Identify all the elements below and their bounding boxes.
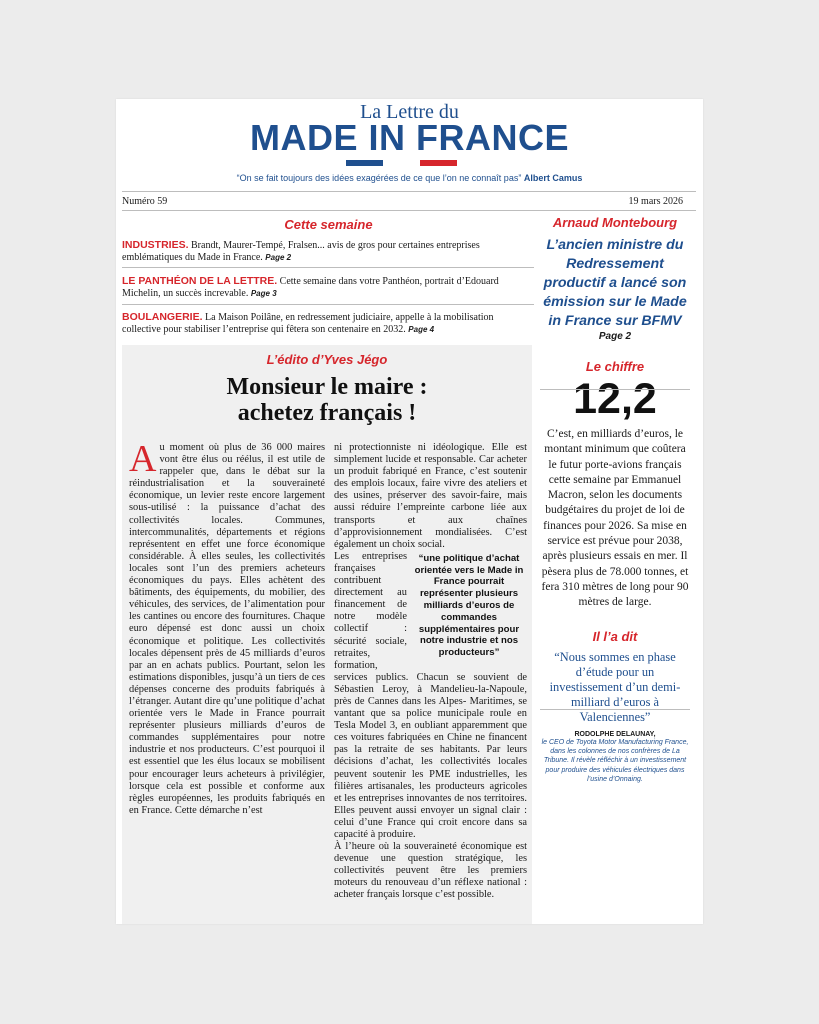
editorial-box xyxy=(122,345,532,924)
featured-quote: “Nous sommes en phase d’étude pour un investissement d’un demi-milliard d’euros à Valenciennes” xyxy=(549,649,681,725)
brief-text: La Maison Poilâne, en redressement judiciaire, appelle à la mobilisation collective pour stabiliser l’entreprise qui fêtera son centenaire en 2032. xyxy=(122,312,494,335)
flag-bars xyxy=(116,160,703,166)
section-heading-cette-semaine: Cette semaine xyxy=(284,217,373,232)
quote-heading: Il l’a dit xyxy=(592,628,638,644)
divider xyxy=(540,709,690,710)
blue-bar xyxy=(346,160,383,166)
brief-page-link[interactable]: Page 4 xyxy=(408,325,435,334)
sidebar-author: Arnaud Montebourg xyxy=(552,215,678,230)
chiffre-value: 12,2 xyxy=(573,375,657,423)
pull-quote: “une politique d’achat orientée vers le Made in France pourrait représenter plusieurs milliards d’euros de commandes supplémentaires pour notre industrie et nos producteurs” xyxy=(414,552,524,659)
editorial-title-line: achetez français ! xyxy=(237,400,417,426)
brief-keyword: LE PANTHÉON DE LA LETTRE. xyxy=(122,275,278,287)
brief-item xyxy=(122,311,531,336)
brief-item xyxy=(122,239,531,264)
divider xyxy=(122,304,534,305)
brief-page-link[interactable]: Page 3 xyxy=(250,289,277,298)
divider xyxy=(122,210,696,211)
chiffre-text: C’est, en milliards d’euros, le montant minimum que coûtera le futur porte-avions français cette semaine par Emmanuel Macron, selon les documents budgétaires du projet de loi de finances pour 2026. Sa mise en service est prévue pour 2038, après plusieurs essais en mer. Il pèsera plus de 78.000 tonnes, et fera 310 mètres de long pour 90 mètres de large. xyxy=(541,428,689,609)
brief-keyword: INDUSTRIES. xyxy=(122,239,189,251)
divider xyxy=(122,191,696,192)
newsletter-page xyxy=(116,99,703,924)
issue-number: Numéro 59 xyxy=(122,196,168,207)
quote-text: “On se fait toujours des idées exagérées de ce que l’on ne connaît pas” xyxy=(236,173,522,183)
red-bar xyxy=(420,160,457,166)
brief-page-link[interactable]: Page 2 xyxy=(265,253,292,262)
quote-speaker-role: le CEO de Toyota Motor Manufacturing France, dans les colonnes de nos confrères de La Tribune. Il révèle réfléchir à un investissement pour produire des véhicules électriques dans l’usine d’Onnaing. xyxy=(541,738,689,784)
sidebar-headline: L’ancien ministre du Redressement productif a lancé son émission sur le Made in France sur BFMV xyxy=(543,237,687,329)
quote-speaker: RODOLPHE DELAUNAY, xyxy=(574,730,656,738)
brief-text: Brandt, Maurer-Tempé, Fralsen... avis de gros pour certaines entreprises emblématiques du Made in France. xyxy=(122,240,480,263)
editorial-paragraph: À l’heure où la souveraineté économique est devenue une question stratégique, les collectivités peuvent être les premiers moteurs du renouveau d’un réflexe national : acheter français lorsque c’est possible. xyxy=(334,841,527,901)
drop-cap: A xyxy=(129,442,157,480)
editorial-paragraph: Les entreprises françaises contribuent directement au financement de notre modèle collectif : sécurité sociale, retraites, formation, services publics. Chacun se souvient de Sébastien Leroy, à Mandelieu-la-Napoule, près de Cannes dans les Alpes- Maritimes, se vantant que sa police municipale roule en Tesla Model 3, en oubliant apparemment que ces voitures fabriquées en Chine ne financent pas la retraite de ses habitants. Par leurs décisions d’achat, les collectivités locales peuvent soutenir les PME industrielles, les filières artisanales, les producteurs agricoles et les entreprises innovantes de nos territoires. Elles peuvent aussi envoyer un signal clair : celui d’une France qui croit encore dans sa capacité à produire. xyxy=(334,550,527,840)
editorial-text: u moment où plus de 36 000 maires vont être élus ou réélus, il est utile de rappeler que, dans le débat sur la réindustrialisation et la souveraineté économique, un levier reste encore largement sous-utilisé : la puissance d’achat des collectivités locales. Communes, intercommunalités, départements et régions représentent en effet une force économique considérable. À elles seules, les collectivités locales sont l’un des premiers acheteurs économiques du pays. Elles achètent des bâtiments, des équipements, du mobilier, des véhicules, des services, de l’alimentation pour les cantines ou encore des fournitures. Chaque euro dépensé est donc aussi un choix économique et politique. Les collectivités locales dépensent près de 45 milliards d’euros par an en achats publics. Pourtant, selon les estimations disponibles, jusqu’à un tiers de ces dépenses concerne des produits fabriqués à l’étranger. Autant dire qu’une politique d’achat orientée vers le Made in France pourrait représenter plusieurs milliards d’euros de commandes supplémentaires pour notre industrie et nos producteurs. C’est pourquoi il est essentiel que les élus locaux se mobilisent pour encourager leurs acheteurs à privilégier, lorsque cela est possible et conforme aux règles européennes, les produits fabriqués en en France. Cette démarche n’est xyxy=(129,442,325,816)
issue-date: 19 mars 2026 xyxy=(628,196,683,207)
brief-text: Cette semaine dans votre Panthéon, portrait d’Edouard Michelin, un succès increvable. xyxy=(122,276,499,299)
masthead-title: MADE IN FRANCE xyxy=(250,117,569,158)
editorial-heading: L’édito d’Yves Jégo xyxy=(266,352,388,367)
masthead-subtitle: La Lettre du xyxy=(360,101,459,123)
editorial-column-2 xyxy=(334,442,527,922)
editorial-title xyxy=(122,374,532,426)
brief-item xyxy=(122,275,531,300)
editorial-paragraph: ni protectionniste ni idéologique. Elle est simplement lucide et responsable. Car acheter un produit fabriqué en France, c’est soutenir des emplois locaux, faire vivre des ateliers et des usines, préserver des savoir-faire, mais aussi réduire l’empreinte carbone liée aux transports et aux chaînes d’approvisionnement mondialisées. C’est également un choix social. xyxy=(334,442,527,550)
masthead-quote xyxy=(116,173,703,183)
editorial-column-1 xyxy=(129,442,325,922)
quote-author: Albert Camus xyxy=(523,173,583,183)
sidebar xyxy=(540,215,690,785)
sidebar-page-link[interactable]: Page 2 xyxy=(598,331,632,342)
chiffre-heading: Le chiffre xyxy=(585,359,645,374)
editorial-title-line: Monsieur le maire : xyxy=(226,374,428,400)
masthead xyxy=(116,99,703,191)
brief-keyword: BOULANGERIE. xyxy=(122,311,203,323)
divider xyxy=(540,389,690,390)
divider xyxy=(122,267,534,268)
